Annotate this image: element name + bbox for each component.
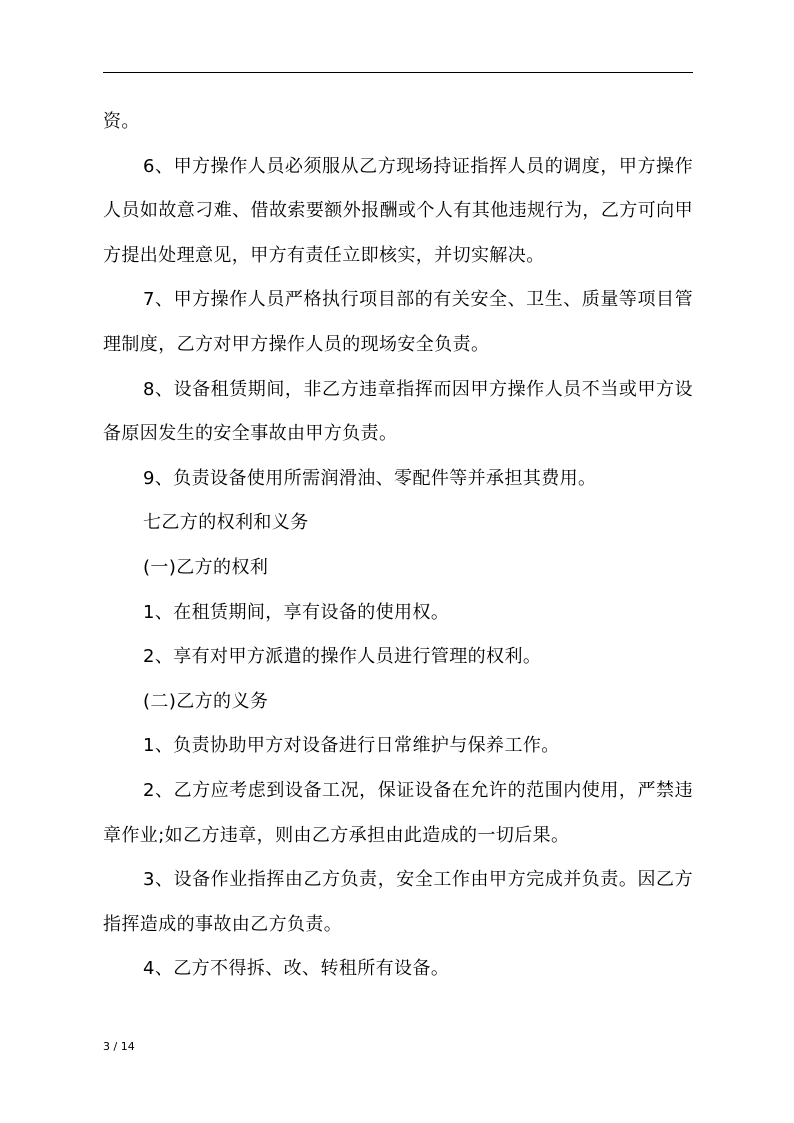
- section-heading: 七乙方的权利和义务: [143, 512, 309, 534]
- paragraph: 7、甲方操作人员严格执行项目部的有关安全、卫生、质量等项目管理制度，乙方对甲方操作人员的现场安全负责。: [103, 289, 693, 355]
- subsection-heading: (一)乙方的权利: [143, 556, 269, 578]
- paragraph: 1、负责协助甲方对设备进行日常维护与保养工作。: [143, 735, 560, 757]
- paragraph: 2、享有对甲方派遣的操作人员进行管理的权利。: [143, 646, 542, 668]
- page-number: 3 / 14: [103, 1040, 135, 1053]
- subsection-heading: (二)乙方的义务: [143, 690, 269, 712]
- header-rule: [103, 72, 693, 73]
- paragraph: 2、乙方应考虑到设备工况，保证设备在允许的范围内使用，严禁违章作业;如乙方违章，则由乙方承担由此造成的一切后果。: [103, 779, 693, 846]
- document-body: [103, 100, 693, 992]
- paragraph: 8、设备租赁期间，非乙方违章指挥而因甲方操作人员不当或甲方设备原因发生的安全事故由甲方负责。: [103, 378, 693, 445]
- paragraph: 4、乙方不得拆、改、转租所有设备。: [143, 958, 450, 980]
- paragraph: 3、设备作业指挥由乙方负责，安全工作由甲方完成并负责。因乙方指挥造成的事故由乙方负责。: [103, 869, 693, 935]
- paragraph: 1、在租赁期间，享有设备的使用权。: [143, 601, 450, 623]
- paragraph: 资。: [103, 111, 140, 132]
- paragraph: 6、甲方操作人员必须服从乙方现场持证指挥人员的调度，甲方操作人员如故意刁难、借故索要额外报酬或个人有其他违规行为，乙方可向甲方提出处理意见，甲方有责任立即核实，并切实解决。: [103, 155, 693, 266]
- paragraph: 9、负责设备使用所需润滑油、零配件等并承担其费用。: [143, 467, 597, 489]
